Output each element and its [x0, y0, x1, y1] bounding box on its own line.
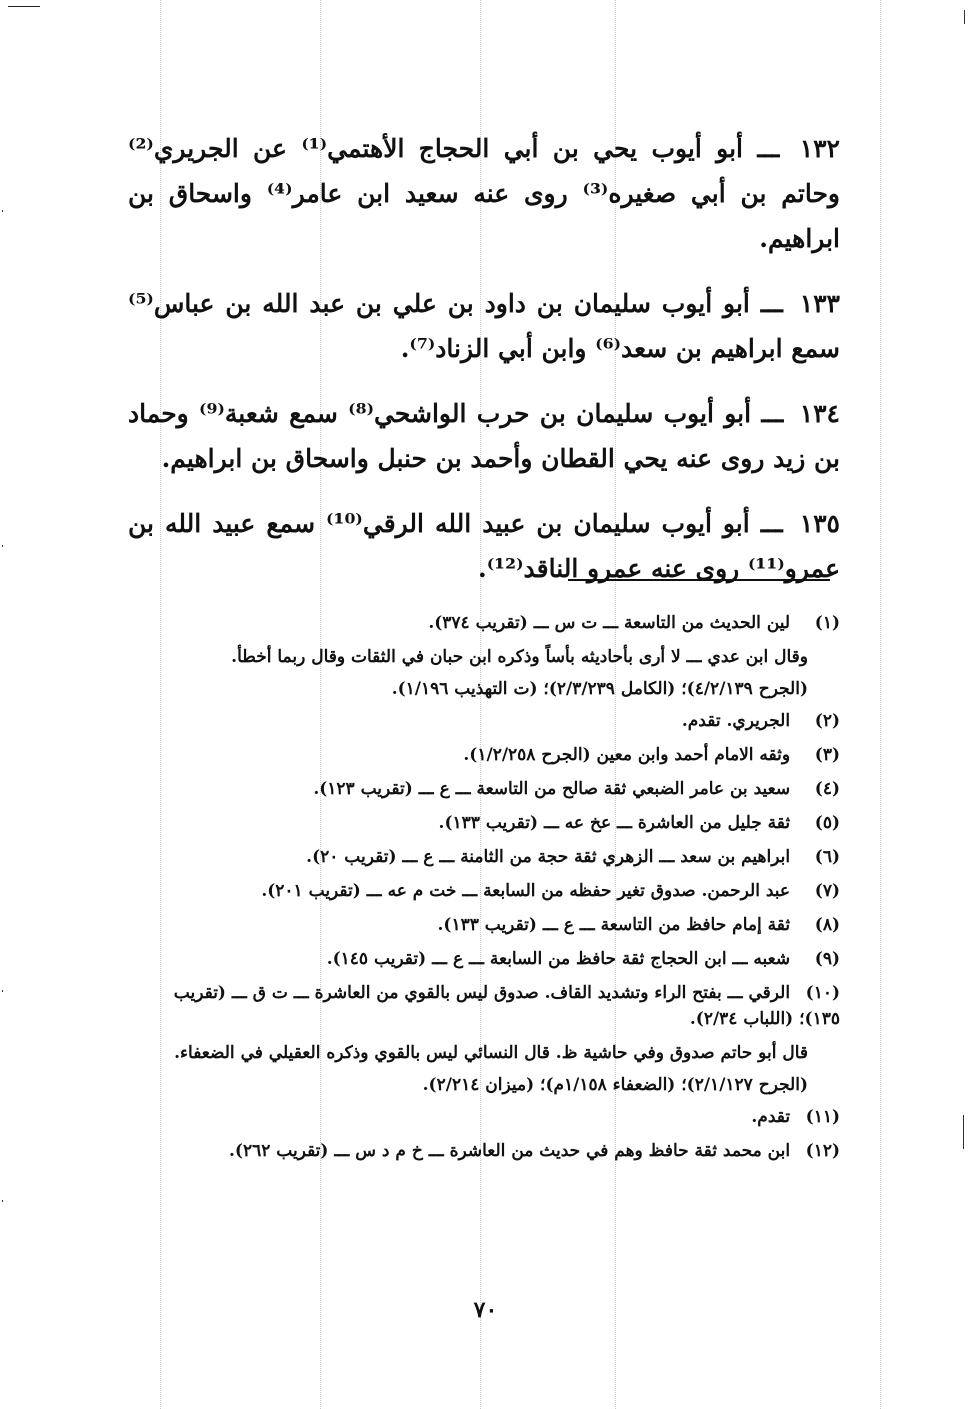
- footnote: [140, 742, 840, 768]
- footnote-text: وثقه الامام أحمد وابن معين (الجرح ١/٢/٢٥٨).: [463, 745, 791, 765]
- footnote-continuation: (الجرح ٤/٢/١٣٩)؛ (الكامل ٢/٣/٢٣٩)؛ (ت التهذيب ١/١٩٦).: [391, 679, 808, 699]
- footnote: [140, 1138, 840, 1164]
- footnote: [140, 878, 840, 904]
- footnote-number: (١٠): [805, 983, 840, 1003]
- entry-dash: ـــ: [757, 134, 780, 163]
- footnote-continuation: وقال ابن عدي ـــ لا أرى بأحاديثه بأساً وذكره ابن حبان في الثقات وقال ربما أخطأ.: [231, 647, 808, 667]
- footnote: [140, 810, 840, 836]
- footnote-text: ثقة إمام حافظ من التاسعة ـــ ع ـــ (تقريب ١٣٣).: [437, 915, 791, 935]
- entry-number: ١٣٣: [799, 289, 840, 318]
- footnote-continuation: قال أبو حاتم صدوق وفي حاشية ظ. قال النسائي ليس بالقوي وذكره العقيلي في الضعفاء.: [174, 1043, 808, 1063]
- footnote-number: (٣): [814, 745, 840, 765]
- footnote-text: الرقي ـــ بفتح الراء وتشديد القاف. صدوق ليس بالقوي من العاشرة ـــ ت ق ـــ (تقريب ١٣٥)؛ (اللباب ٢/٣٤).: [173, 983, 840, 1029]
- scan-edge-mark: [2, 990, 3, 992]
- footnote: [140, 844, 840, 870]
- scan-edge-mark: [963, 1115, 964, 1149]
- footnote-text: عبد الرحمن. صدوق تغير حفظه من السابعة ـــ خت م عه ـــ (تقريب ٢٠١).: [261, 881, 791, 901]
- entry: [128, 281, 840, 371]
- footnote-number: (٦): [814, 847, 840, 867]
- scan-edge-mark: [2, 1200, 3, 1202]
- footnote-number: (٤): [814, 779, 840, 799]
- entry: [128, 501, 840, 591]
- footnote-number: (١١): [805, 1107, 840, 1127]
- footnote-text: ابن محمد ثقة حافظ وهم في حديث من العاشرة ـــ خ م د س ـــ (تقريب ٢٦٢).: [228, 1141, 791, 1161]
- footnote: [140, 980, 840, 1032]
- footnote: [140, 946, 840, 972]
- footnote-text: لين الحديث من التاسعة ـــ ت س ـــ (تقريب ٣٧٤).: [428, 613, 791, 633]
- footnote-number: (٩): [814, 949, 840, 969]
- footnote-text: تقدم.: [751, 1107, 791, 1127]
- footnote-number: (٥): [814, 813, 840, 833]
- footnote-number: (٨): [814, 915, 840, 935]
- scan-artifact-line: [880, 0, 881, 1409]
- footnote: [140, 610, 840, 636]
- entry: [128, 391, 840, 481]
- entry-dash: ـــ: [760, 509, 783, 538]
- footnote-text: ثقة جليل من العاشرة ـــ عخ عه ـــ (تقريب ١٣٣).: [438, 813, 791, 833]
- footnote: [140, 708, 840, 734]
- scan-edge-mark: [2, 545, 3, 547]
- footnote-text: الجريري. تقدم.: [681, 711, 791, 731]
- footnote: [140, 1104, 840, 1130]
- entry-text: أبو أيوب سليمان بن داود بن علي بن عبد الله بن عباس⁽⁵⁾ سمع ابراهيم بن سعد⁽⁶⁾ وابن أبي الزناد⁽⁷⁾.: [128, 289, 840, 363]
- footnote-number: (١): [814, 613, 840, 633]
- entry-number: ١٣٥: [799, 509, 840, 538]
- entry-number: ١٣٤: [799, 399, 840, 428]
- footnote-number: (١٢): [805, 1141, 840, 1161]
- entries-list: [128, 126, 840, 611]
- footnotes: [140, 610, 840, 1172]
- entry-text: أبو أيوب يحي بن أبي الحجاج الأهتمي⁽¹⁾ عن الجريري⁽²⁾ وحاتم بن أبي صغيره⁽³⁾ روى عنه سعيد ابن عامر⁽⁴⁾ واسحاق بن ابراهيم.: [128, 134, 840, 253]
- page-number: ٧٠: [473, 1297, 498, 1323]
- footnote: [140, 912, 840, 938]
- entry-text: أبو أيوب سليمان بن حرب الواشحي⁽⁸⁾ سمع شعبة⁽⁹⁾ وحماد بن زيد روى عنه يحي القطان وأحمد بن حنبل واسحاق بن ابراهيم.: [128, 399, 840, 473]
- scan-edge-mark: [964, 10, 965, 24]
- scan-corner-mark: [8, 6, 40, 7]
- footnote-number: (٧): [814, 881, 840, 901]
- footnote-text: ابراهيم بن سعد ـــ الزهري ثقة حجة من الثامنة ـــ ع ـــ (تقريب ٢٠).: [306, 847, 791, 867]
- entry-text: أبو أيوب سليمان بن عبيد الله الرقي⁽¹⁰⁾ سمع عبيد الله بن عمرو⁽¹¹⁾ روى عنه عمرو الناقد⁽¹²⁾.: [128, 509, 840, 583]
- scan-edge-mark: [2, 210, 3, 212]
- footnote-number: (٢): [814, 711, 840, 731]
- entry: [128, 126, 840, 261]
- entry-dash: ـــ: [760, 289, 783, 318]
- entry-dash: ـــ: [761, 399, 784, 428]
- footnote: [140, 776, 840, 802]
- footnote-text: شعبه ـــ ابن الحجاج ثقة حافظ من السابعة ـــ ع ـــ (تقريب ١٤٥).: [326, 949, 791, 969]
- footnote-separator: [568, 579, 830, 581]
- entry-number: ١٣٢: [799, 134, 840, 163]
- footnote-text: سعيد بن عامر الضبعي ثقة صالح من التاسعة ـــ ع ـــ (تقريب ١٢٣).: [313, 779, 791, 799]
- footnote-continuation: (الجرح ٢/١/١٢٧)؛ (الضعفاء ١/١٥٨م)؛ (ميزان ٢/٢١٤).: [422, 1075, 808, 1095]
